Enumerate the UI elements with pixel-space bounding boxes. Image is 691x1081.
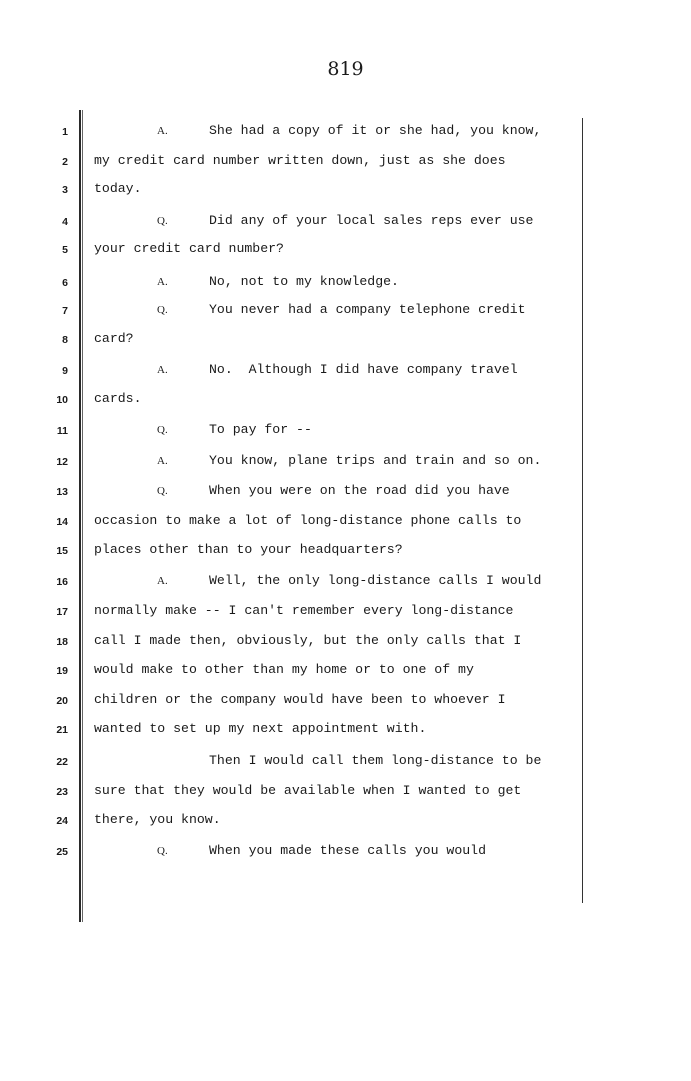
transcript-line-text: sure that they would be available when I wanted to get xyxy=(94,783,522,798)
question-marker: Q. xyxy=(157,845,168,857)
line-number: 18 xyxy=(56,636,68,648)
line-number: 13 xyxy=(56,486,68,498)
question-marker: Q. xyxy=(157,215,168,227)
transcript-line-text: card? xyxy=(94,331,134,346)
line-number: 5 xyxy=(62,244,68,256)
line-number: 9 xyxy=(62,365,68,377)
answer-marker: A. xyxy=(157,455,168,467)
transcript-line-text: children or the company would have been to whoever I xyxy=(94,692,506,707)
transcript-line-text: When you were on the road did you have xyxy=(209,483,510,498)
line-number: 12 xyxy=(56,456,68,468)
line-number: 10 xyxy=(56,394,68,406)
transcript-line-text: would make to other than my home or to one of my xyxy=(94,662,474,677)
answer-marker: A. xyxy=(157,364,168,376)
left-margin-rule-inner xyxy=(82,110,83,922)
line-number: 1 xyxy=(62,126,68,138)
transcript-line-text: my credit card number written down, just as she does xyxy=(94,153,506,168)
answer-marker: A. xyxy=(157,125,168,137)
line-number: 3 xyxy=(62,184,68,196)
transcript-line-text: Well, the only long-distance calls I would xyxy=(209,573,542,588)
line-number: 22 xyxy=(56,756,68,768)
line-number: 6 xyxy=(62,277,68,289)
line-number: 23 xyxy=(56,786,68,798)
transcript-line-text: there, you know. xyxy=(94,812,221,827)
transcript-line-text: You know, plane trips and train and so on. xyxy=(209,453,542,468)
line-number: 24 xyxy=(56,815,68,827)
transcript-line-text: No. Although I did have company travel xyxy=(209,362,518,377)
line-number: 16 xyxy=(56,576,68,588)
transcript-line-text: No, not to my knowledge. xyxy=(209,274,399,289)
line-number: 11 xyxy=(56,425,68,437)
question-marker: Q. xyxy=(157,304,168,316)
transcript-line-text: To pay for -- xyxy=(209,422,312,437)
line-number: 20 xyxy=(56,695,68,707)
transcript-line-text: Did any of your local sales reps ever use xyxy=(209,213,534,228)
right-margin-rule xyxy=(582,118,583,903)
transcript-line-text: cards. xyxy=(94,391,142,406)
transcript-line-text: today. xyxy=(94,181,142,196)
transcript-line-text: When you made these calls you would xyxy=(209,843,486,858)
line-number: 25 xyxy=(56,846,68,858)
line-number: 7 xyxy=(62,305,68,317)
line-number: 19 xyxy=(56,665,68,677)
line-number: 4 xyxy=(62,216,68,228)
line-number: 17 xyxy=(56,606,68,618)
line-number: 15 xyxy=(56,545,68,557)
transcript-line-text: wanted to set up my next appointment with. xyxy=(94,721,427,736)
left-margin-rule xyxy=(79,110,81,922)
transcript-line-text: your credit card number? xyxy=(94,241,284,256)
question-marker: Q. xyxy=(157,485,168,497)
question-marker: Q. xyxy=(157,424,168,436)
line-number: 8 xyxy=(62,334,68,346)
transcript-line-text: call I made then, obviously, but the only calls that I xyxy=(94,633,522,648)
transcript-line-text: She had a copy of it or she had, you know, xyxy=(209,123,542,138)
transcript-line-text: places other than to your headquarters? xyxy=(94,542,403,557)
transcript-line-text: normally make -- I can't remember every long-distance xyxy=(94,603,514,618)
answer-marker: A. xyxy=(157,575,168,587)
page-number: 819 xyxy=(327,58,364,80)
answer-marker: A. xyxy=(157,276,168,288)
transcript-line-text: You never had a company telephone credit xyxy=(209,302,526,317)
line-number: 14 xyxy=(56,516,68,528)
line-number: 2 xyxy=(62,156,68,168)
transcript-line-text: occasion to make a lot of long-distance phone calls to xyxy=(94,513,522,528)
line-number: 21 xyxy=(56,724,68,736)
transcript-line-text: Then I would call them long-distance to be xyxy=(209,753,542,768)
